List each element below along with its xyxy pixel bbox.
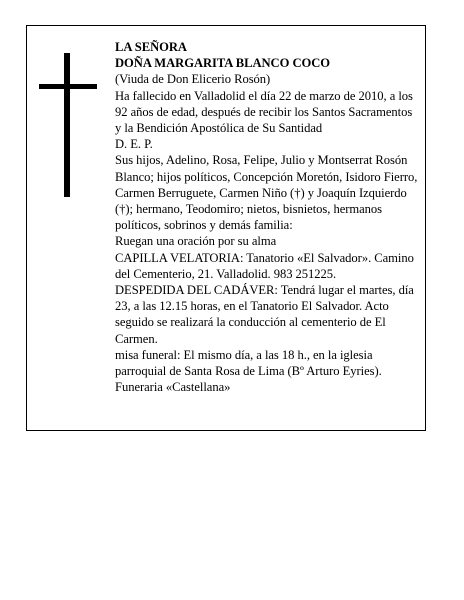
- prayer-request: Ruegan una oración por su alma: [115, 234, 277, 249]
- funeral-home: Funeraria «Castellana»: [115, 380, 231, 395]
- cross-horizontal-bar: [39, 84, 97, 89]
- rip-line: D. E. P.: [115, 137, 153, 152]
- family-list: Sus hijos, Adelino, Rosa, Felipe, Julio y Montserrat Rosón Blanco; hijos políticos, Concepción Moretón, Isidoro Fierro, Carmen Berruguete, Carmen Niño (†) y Joaquín Izquierdo (†); hermano, Teodomiro; nietos, bisnietos, hermanos políticos, sobrinos y demás familia:: [115, 153, 418, 233]
- chapel-info: CAPILLA VELATORIA: Tanatorio «El Salvador». Camino del Cementerio, 21. Valladolid. 983 251225.: [115, 250, 414, 281]
- cross-icon: [39, 53, 97, 197]
- funeral-mass-info: misa funeral: El mismo día, a las 18 h., en la iglesia parroquial de Santa Rosa de Lima (Bº Arturo Eyries).: [115, 347, 382, 379]
- death-announcement: Ha fallecido en Valladolid el día 22 de marzo de 2010, a los 92 años de edad, después de recibir los Santos Sacramentos y la Bendición Apostólica de Su Santidad: [115, 88, 413, 136]
- widow-of: (Viuda de Don Elicerio Rosón): [115, 72, 271, 87]
- heading-title: LA SEÑORA: [115, 40, 187, 54]
- obituary-notice: [26, 25, 426, 431]
- notice-text: [115, 39, 419, 395]
- cross-vertical-bar: [64, 53, 70, 197]
- farewell-info: DESPEDIDA DEL CADÁVER: Tendrá lugar el martes, día 23, a las 12.15 horas, en el Tanatorio El Salvador. Acto seguido se realizará la conducción al cementerio de El Carmen.: [115, 283, 414, 346]
- deceased-name: DOÑA MARGARITA BLANCO COCO: [115, 56, 331, 71]
